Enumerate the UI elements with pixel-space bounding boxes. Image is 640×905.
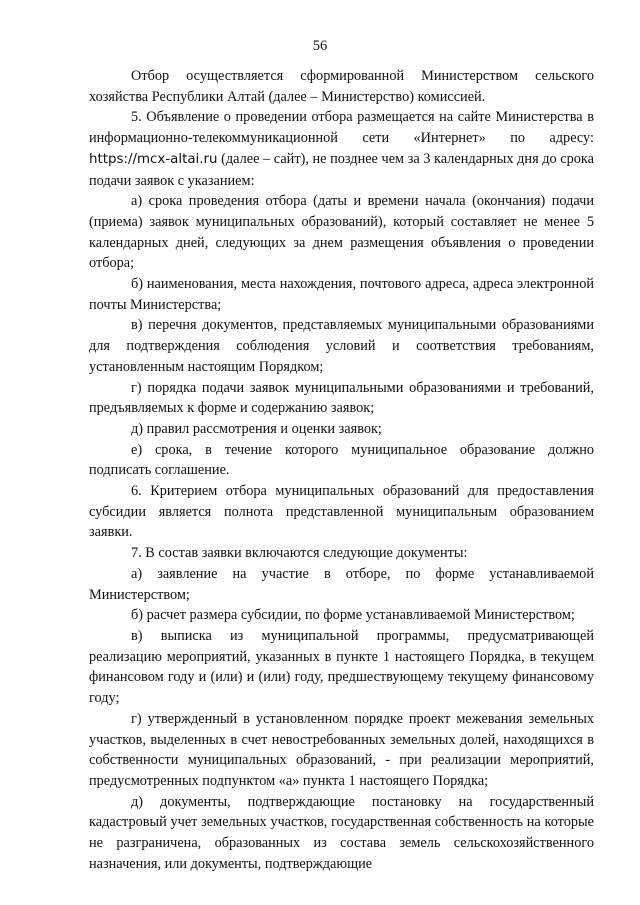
doc-g-land-survey-project: г) утвержденный в установленном порядке проект межевания земельных участков, выделенных в счет невостребованных земельных долей, находящихся в собственности муниципальных образований, - при реализации мероприятий, предусмотренных подпунктом «а» пункта 1 настоящего Порядка;: [89, 710, 594, 789]
doc-d-cadastral-documents: д) документы, подтверждающие постановку на государственный кадастровый учет земельных участков, государственная собственность на которые не разграничена, образованных из состава земель сельскохозяйственного назначения, или документы, подтверждающие: [89, 793, 594, 872]
item-v-documents-list: в) перечня документов, представляемых муниципальными образованиями для подтверждения соблюдения условий и соответствия требованиям, установленным настоящим Порядком;: [89, 317, 594, 375]
document-body: [89, 66, 594, 874]
item-d-review-rules: д) правил рассмотрения и оценки заявок;: [131, 420, 382, 437]
announcement-text: 5. Объявление о проведении отбора размещается на сайте Министерства в информационно-телекоммуникационной сети «Интернет» по адресу:: [89, 109, 594, 147]
doc-b-calculation: б) расчет размера субсидии, по форме устанавливаемой Министерством;: [131, 607, 575, 624]
item-e-agreement-term: е) срока, в течение которого муниципальное образование должно подписать соглашение.: [89, 441, 594, 479]
item-a-deadline: а) срока проведения отбора (даты и времени начала (окончания) подачи (приема) заявок муниципальных образований), который составляет не менее 5 календарных дней, следующих за днем размещения объявления о проведении отбора;: [89, 193, 594, 272]
doc-v-program-extract: в) выписка из муниципальной программы, предусматривающей реализацию мероприятий, указанных в пункте 1 настоящего Порядка, в текущем финансовом году и (или) и (или) году, предшествующему текущему финансовому году;: [89, 627, 594, 707]
paragraph-commission: Отбор осуществляется сформированной Министерством сельского хозяйства Республики Алтай (далее – Министерство) комиссией.: [89, 68, 594, 105]
item-b-contacts: б) наименования, места нахождения, почтового адреса, адреса электронной почты Министерства;: [89, 276, 594, 313]
doc-a-application: а) заявление на участие в отборе, по форме устанавливаемой Министерством;: [89, 565, 594, 603]
website-url: https://mcx-altai.ru: [89, 151, 218, 167]
paragraph-5-announcement: [89, 107, 594, 191]
announcement-tail: (далее – сайт), не позднее чем за 3 календарных дня до срока подачи заявок с указанием:: [89, 150, 594, 189]
paragraph-6-criterion: 6. Критерием отбора муниципальных образований для предоставления субсидии является полнота представленной муниципальным образованием заявки.: [89, 483, 594, 541]
paragraph-7-application-contents: 7. В состав заявки включаются следующие документы:: [131, 545, 468, 562]
page-number: 56: [312, 38, 328, 54]
item-g-submission-order: г) порядка подачи заявок муниципальными образованиями и требований, предъявляемых к форме и содержанию заявок;: [89, 379, 594, 417]
